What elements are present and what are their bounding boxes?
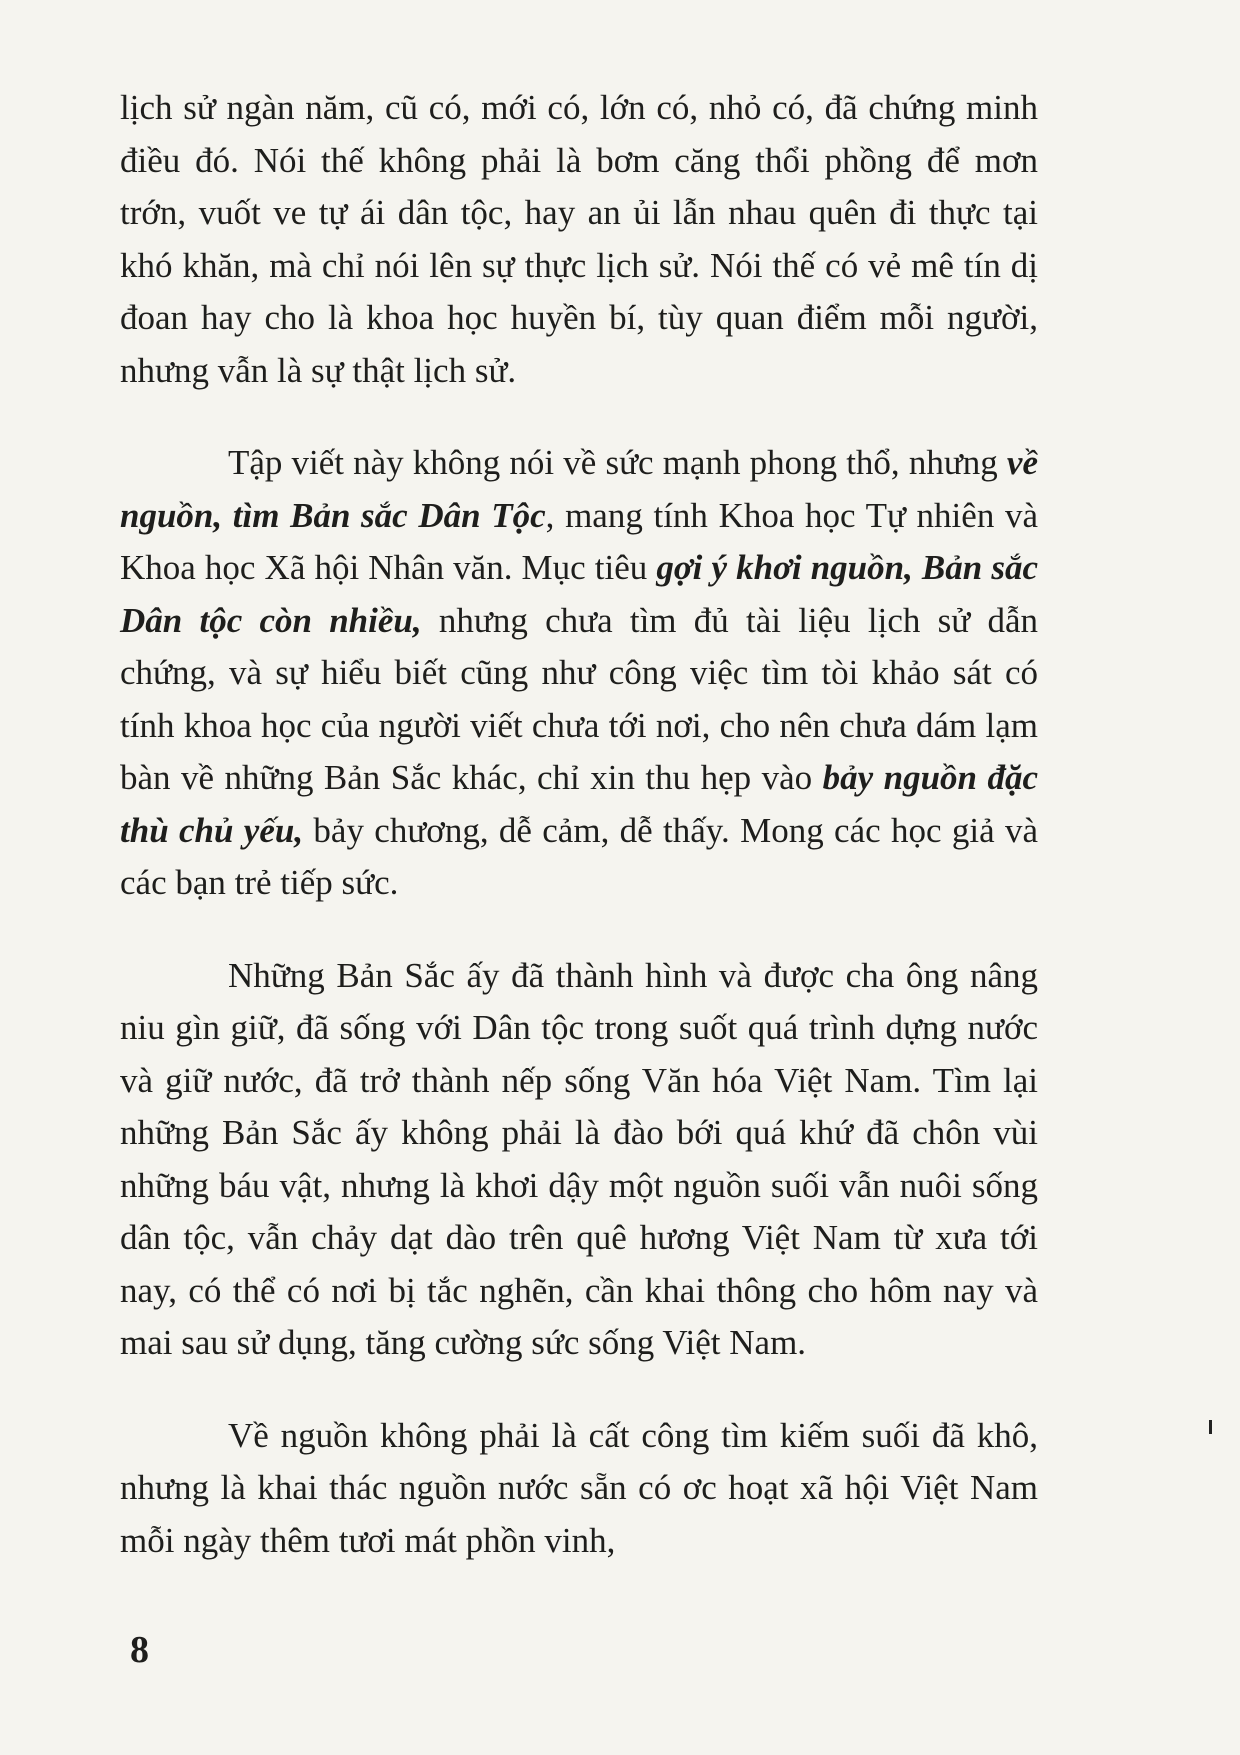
text-run: Tập viết này không nói về sức mạnh phong thổ, nhưng [228, 443, 1007, 482]
text-run: lịch sử ngàn năm, cũ có, mới có, lớn có, nhỏ có, đã chứng minh điều đó. Nói thế không phải là bơm căng thổi phồng để mơn trớn, vuốt ve tự ái dân tộc, hay an ủi lẫn nhau quên đi thực tại khó khăn, mà chỉ nói lên sự thực lịch sử. Nói thế có vẻ mê tín dị đoan hay cho là khoa học huyền bí, tùy quan điểm mỗi người, nhưng vẫn là sự thật lịch sử. [120, 88, 1038, 390]
text-run: nhưng chưa tìm đủ tài liệu lịch sử dẫn chứng, và sự hiểu biết cũng như công việc tìm tòi khảo sát có tính khoa học của người viết chưa tới nơi, cho nên chưa dám lạm bàn về những Bản Sắc khác, chỉ xin thu hẹp vào [120, 600, 1039, 797]
emphasized-run: gợi ý khơi nguồn, Bản sắc Dân tộc còn nhiều, [120, 548, 1038, 640]
text-run: , mang tính Khoa học Tự nhiên và Khoa học Xã hội Nhân văn. Mục tiêu [120, 495, 1038, 587]
text-run: Những Bản Sắc ấy đã thành hình và được cha ông nâng niu gìn giữ, đã sống với Dân tộc trong suốt quá trình dựng nước và giữ nước, đã trở thành nếp sống Văn hóa Việt Nam. Tìm lại những Bản Sắc ấy không phải là đào bới quá khứ đã chôn vùi những báu vật, nhưng là khơi dậy một nguồn suối vẫn nuôi sống dân tộc, vẫn chảy dạt dào trên quê hương Việt Nam từ xưa tới nay, có thể có nơi bị tắc nghẽn, cần khai thông cho hôm nay và mai sau sử dụng, tăng cường sức sống Việt Nam. [120, 955, 1038, 1362]
paragraph-3 [120, 950, 1038, 1370]
text-run: bảy chương, dễ cảm, dễ thấy. Mong các học giả và các bạn trẻ tiếp sức. [120, 810, 1039, 902]
paragraph-2 [120, 437, 1038, 910]
text-run: Về nguồn không phải là cất công tìm kiếm suối đã khô, nhưng là khai thác nguồn nước sẵn có ơc hoạt xã hội Việt Nam mỗi ngày thêm tươi mát phồn vinh, [120, 1415, 1038, 1560]
emphasized-run: về nguồn, tìm Bản sắc Dân Tộc [120, 443, 1038, 535]
paragraph-4 [120, 1410, 1038, 1568]
body-text [120, 82, 1038, 1567]
page-number: 8 [130, 1629, 149, 1671]
paragraph-1 [120, 82, 1038, 397]
emphasized-run: bảy nguồn đặc thù chủ yếu, [120, 758, 1038, 850]
scan-speck [1209, 1420, 1212, 1434]
